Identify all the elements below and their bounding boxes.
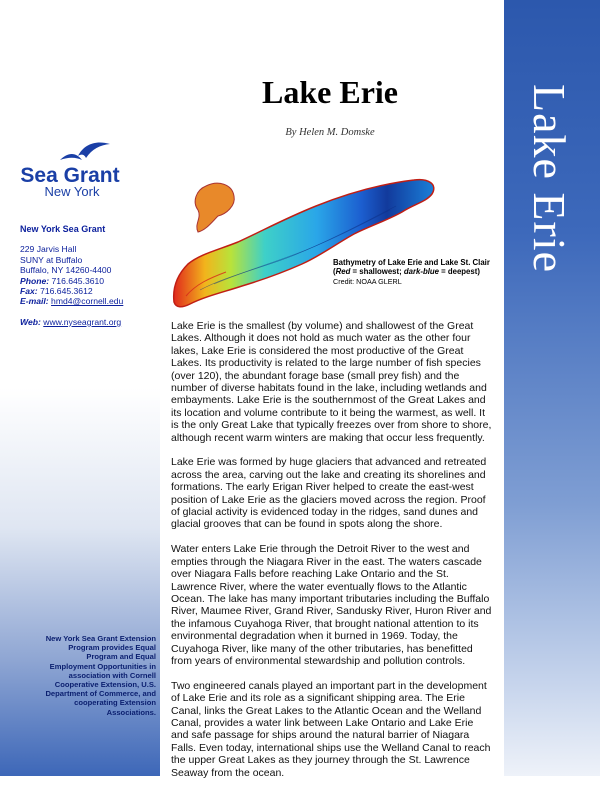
page-title: Lake Erie bbox=[262, 74, 398, 110]
web-line bbox=[20, 317, 158, 327]
byline: By Helen M. Domske bbox=[285, 127, 375, 138]
caption-credit: Credit: NOAA GLERL bbox=[333, 276, 402, 286]
web-label: Web: bbox=[20, 316, 41, 327]
paragraph-4: Two engineered canals played an important part in the development of Lake Erie and its role as a significant shipping area. The Erie Canal, links the Great Lakes to the Atlantic Ocean and the Welland Canal, provides a water link between Lake Ontario and Lake Erie and safe passage for ships around the natural barrier of Niagara Falls. Even today, international ships use the Welland Canal to reach the upper Great Lakes as they journey through the St. Lawrence Seaway from the ocean. bbox=[171, 679, 491, 779]
fax-label: Fax: bbox=[20, 286, 38, 297]
equal-opportunity-disclaimer: New York Sea Grant Extension Program provides Equal Program and Equal Employment Opportunities in association with Cornell Cooperative Extension, U.S. Department of Commerce, and cooperating Extension Associations. bbox=[45, 634, 156, 717]
article-body bbox=[171, 320, 493, 791]
phone-value: 716.645.3610 bbox=[51, 275, 105, 286]
phone-label: Phone: bbox=[20, 275, 50, 286]
phone-line bbox=[20, 276, 158, 286]
contact-sidebar bbox=[20, 224, 158, 327]
paragraph-1: Lake Erie is the smallest (by volume) and shallowest of the Great Lakes. Although it does not hold as much water as the other four lakes, Lake Erie is considered the most productive of the Great Lakes. Its productivity is related to the large number of fish species (over 120), the abundant forage base (small prey fish) and the number of diverse habitats found in the lake, including wetlands and embayments. Lake Erie is the southernmost of the Great Lakes and its location and volume contribute to it being the warmest, as well. It is the only Great Lake that typically freezes over from shore to shore, although recent warm winters are making that occur less frequently. bbox=[171, 320, 492, 444]
lake-st-clair-shape bbox=[195, 183, 234, 232]
bathymetry-map bbox=[166, 172, 466, 312]
address-line-2: SUNY at Buffalo bbox=[20, 254, 83, 265]
sea-grant-logo bbox=[20, 138, 120, 200]
fax-value: 716.645.3612 bbox=[40, 286, 93, 297]
email-link[interactable]: hmd4@cornell.edu bbox=[51, 296, 124, 307]
bird-icon bbox=[78, 143, 110, 159]
email-line bbox=[20, 296, 158, 306]
map-caption bbox=[333, 258, 508, 286]
caption-dark-blue: dark-blue bbox=[403, 267, 439, 277]
paragraph-2: Lake Erie was formed by huge glaciers that advanced and retreated across the area, carving out the lake and creating its shorelines and formations. The early Erigan River helped to create the east-west position of Lake Erie as the glaciers moved across the region. Proof of glacial activity is evidenced today in the ridges, sand dunes and glacial grooves that can be found in spots along the shore. bbox=[171, 456, 487, 531]
caption-shallowest: = shallowest; bbox=[352, 267, 402, 277]
email-label: E-mail: bbox=[20, 296, 49, 307]
logo-sea-grant-text: Sea Grant bbox=[20, 164, 120, 187]
paragraph-3: Water enters Lake Erie through the Detroit River to the west and empties through the Niagara River in the east. The waters cascade over Niagara Falls before reaching Lake Ontario and the St. Lawrence River, where the water eventually flows to the Atlantic Ocean. The lake has many important tributaries including the Buffalo River, Maumee River, Grand River, Sandusky River, Huron River and the infamous Cuyahoga River, that brought national attention to its environmental degradation when it burned in 1969. Today, the Cuyahoga River, like many of the other tributaries, has benefitted from years of environmental stewardship and pollution controls. bbox=[171, 543, 492, 667]
address-line-3: Buffalo, NY 14260-4400 bbox=[20, 265, 112, 276]
address-line-1: 229 Jarvis Hall bbox=[20, 244, 77, 255]
caption-title: Bathymetry of Lake Erie and Lake St. Clair bbox=[333, 258, 490, 267]
web-link[interactable]: www.nyseagrant.org bbox=[43, 316, 122, 327]
logo-new-york-text: New York bbox=[44, 184, 100, 199]
caption-legend: (Red = shallowest; dark-blue = deepest) bbox=[333, 267, 480, 277]
fax-line bbox=[20, 286, 158, 296]
org-name: New York Sea Grant bbox=[20, 224, 106, 234]
caption-deepest: = deepest bbox=[441, 267, 478, 277]
vertical-title: Lake Erie bbox=[524, 84, 575, 274]
caption-red: Red bbox=[335, 267, 351, 277]
